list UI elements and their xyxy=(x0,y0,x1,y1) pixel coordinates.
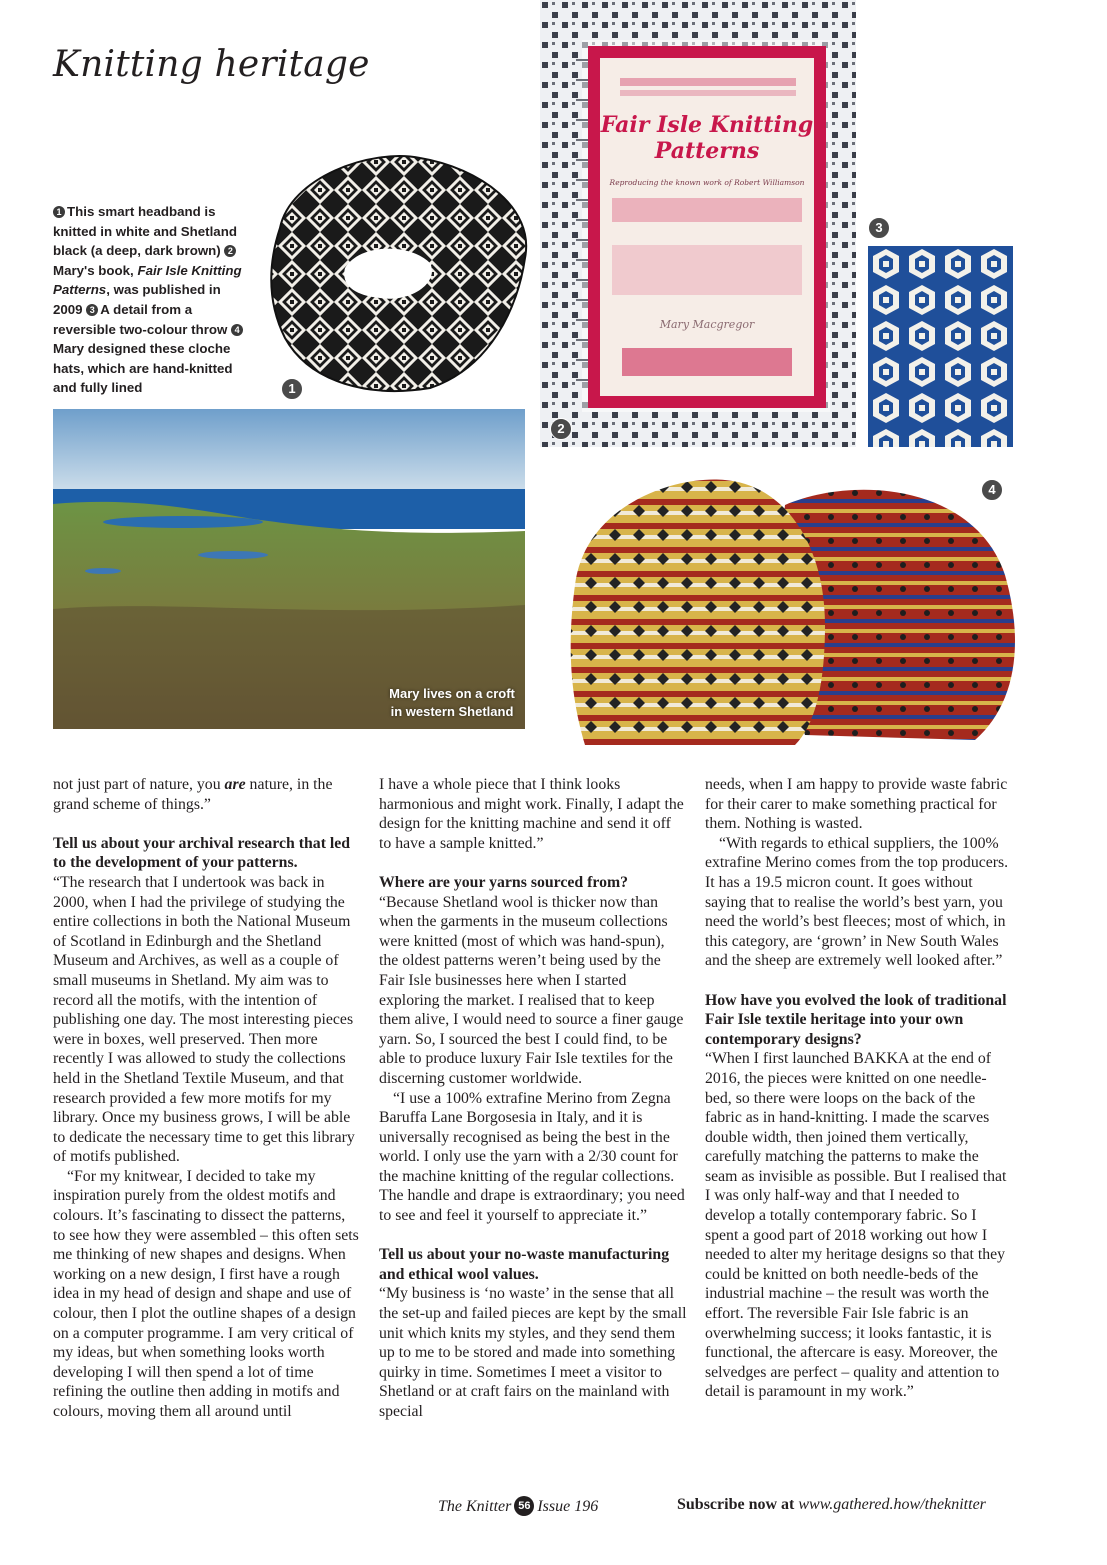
page-number: 56 xyxy=(514,1496,534,1516)
footer-subscribe xyxy=(677,1496,986,1514)
caption-1-text: This smart headband is knitted in white and Shetland black (a deep, dark brown) xyxy=(53,204,237,259)
column-1-para-0-a: not just part of nature, you xyxy=(53,776,225,793)
column-1-para-1: “The research that I undertook was back in 2000, when I had the privilege of studying the entire collections in both the National Museum of Scotland in Edinburgh and the Shetland Museum and Archives, as well as a couple of small museums in Shetland. My aim was to record all the motifs, with the intention of publishing one day. The most interesting pieces were in boxes, well preserved. Then more recently I was allowed to study the collections held in the Shetland Textile Museum, and that research provided a few more motifs for my library. Once my business grows, I will be able to dedicate the necessary time to get this library of motifs published. xyxy=(53,873,355,1166)
landscape-caption-line-1: Mary lives on a croft xyxy=(389,686,515,701)
question-heading: Where are your yarns sourced from? xyxy=(379,873,629,891)
footer-issue xyxy=(438,1496,598,1516)
photo-badge-1: 1 xyxy=(281,378,303,400)
column-1-para-2: “For my knitwear, I decided to take my inspiration purely from the oldest motifs and colours. It’s fascinating to dissect the patterns, to see how they were assembled – this often sets me thinking of new shapes and designs. When working on a new design, I first have a rough idea in my head of design and shape and use of colour, then I plot the outline shapes of a design on a computer programme. I am very critical of my ideas, but when something looks worth developing I will then spend a lot of time refining the outline then adding in motifs and colours, moving them all around until xyxy=(53,1167,359,1420)
photo-badge-3: 3 xyxy=(868,217,890,239)
question-heading: How have you evolved the look of traditional Fair Isle textile heritage into your own contemporary designs? xyxy=(705,991,1007,1048)
column-2-para-0: I have a whole piece that I think looks harmonious and might work. Finally, I adapt the design for the knitting machine and send it off to have a sample knitted.” xyxy=(379,776,684,852)
photo-captions xyxy=(53,202,253,398)
landscape-caption xyxy=(384,685,520,721)
hats-photo xyxy=(555,475,1015,750)
caption-number-4: 4 xyxy=(231,324,243,336)
caption-number-1: 1 xyxy=(53,206,65,218)
photo-badge-4: 4 xyxy=(981,479,1003,501)
footer-magazine-name: The Knitter xyxy=(438,1498,512,1515)
caption-number-3: 3 xyxy=(86,304,98,316)
column-3-para-2: “When I first launched BAKKA at the end of 2016, the pieces were knitted on one needle-bed, so there were loops on the back of the fabric as in hand-knitting. I made the scarves double width, then joined them vertically, carefully matching the patterns to make the seam as invisible as possible. But I realised that I was only half-way and that I needed to develop a totally contemporary fabric. So I spent a good part of 2018 working out how I needed to alter my heritage designs so that they could be knitted on both needle-beds of the industrial machine – the result was worth the effort. The reversible Fair Isle fabric is an overwhelming success; it looks fantastic, it is functional, the aftercare is easy. Moreover, the selvedges are perfect – quality and attention to detail is paramount in my work.” xyxy=(705,1050,1007,1401)
book-photo xyxy=(540,0,856,447)
caption-4-text: Mary designed these cloche hats, which are hand-knitted and fully lined xyxy=(53,341,233,396)
column-2-para-3: “My business is ‘no waste’ in the sense that all the set-up and failed pieces are kept by the small unit which knits my styles, and they send them up to me to be stored and made into something quirky in time. Sometimes I meet a visitor to Shetland or at craft fairs on the mainland with special xyxy=(379,1285,687,1420)
column-2-para-1: “Because Shetland wool is thicker now than when the garments in the museum collections were knitted (most of which was hand-spun), the oldest patterns weren’t being used by the Fair Isle businesses here when I started exploring the market. I realised that to keep them alive, I would need to source a finer gauge yarn. So, I sourced the best I could find, to be able to produce luxury Fair Isle textiles for the discerning customer worldwide. xyxy=(379,893,684,1087)
column-1-para-0-emphasis: are xyxy=(224,776,246,793)
page-title: Knitting heritage xyxy=(53,44,370,85)
column-3-para-1: “With regards to ethical suppliers, the 100% extrafine Merino comes from the top producers. It has a 19.5 micron count. It goes without saying that to realise the world’s best yarn, you need the world’s best fleeces; most of which, in this category, are ‘grown’ in New South Wales and the sheep are extremely well looked after.” xyxy=(705,834,1009,970)
caption-3-text: A detail from a reversible two-colour throw xyxy=(53,301,228,337)
caption-2-text-c: , was published in 2009 xyxy=(53,282,221,317)
caption-2-text-a: Mary's book, xyxy=(53,262,138,278)
column-1-para-0-c: nature, in the grand scheme of things.” xyxy=(53,776,333,813)
throw-photo xyxy=(868,246,1013,447)
caption-2-book-title: Fair Isle Knitting Patterns xyxy=(53,262,242,298)
column-3-para-0: needs, when I am happy to provide waste fabric for their carer to make something practical for them. Nothing is wasted. xyxy=(705,776,1008,833)
book-author: Mary Macgregor xyxy=(659,318,755,331)
footer-subscribe-link[interactable]: www.gathered.how/theknitter xyxy=(798,1496,986,1513)
text-column-2 xyxy=(379,775,687,1422)
text-column-1 xyxy=(53,775,361,1422)
headband-photo xyxy=(250,148,530,398)
caption-number-2: 2 xyxy=(224,245,236,257)
footer-issue-number: Issue 196 xyxy=(537,1498,599,1515)
footer-subscribe-text: Subscribe now at xyxy=(677,1496,799,1513)
question-heading: Tell us about your no-waste manufacturing and ethical wool values. xyxy=(379,1246,670,1283)
book-title-line-2: Patterns xyxy=(654,138,760,164)
column-2-para-2: “I use a 100% extrafine Merino from Zegna Baruffa Lane Borgosesia in Italy, and it is universally recognised as being the best in the world. I only use the yarn with a 2/30 count for the machine knitting of the regular collections. The handle and drape is extraordinary; you need to see and feel it yourself to appreciate it.” xyxy=(379,1089,685,1225)
question-heading: Tell us about your archival research that led to the development of your patterns. xyxy=(53,834,351,872)
book-title-line-1: Fair Isle Knitting xyxy=(600,112,814,138)
landscape-caption-line-2: in western Shetland xyxy=(390,704,514,719)
photo-badge-2: 2 xyxy=(550,418,572,440)
book-subtitle: Reproducing the known work of Robert Williamson xyxy=(609,178,805,187)
column-1-para-0 xyxy=(53,775,361,814)
landscape-photo xyxy=(53,409,525,729)
text-column-3 xyxy=(705,775,1013,1402)
